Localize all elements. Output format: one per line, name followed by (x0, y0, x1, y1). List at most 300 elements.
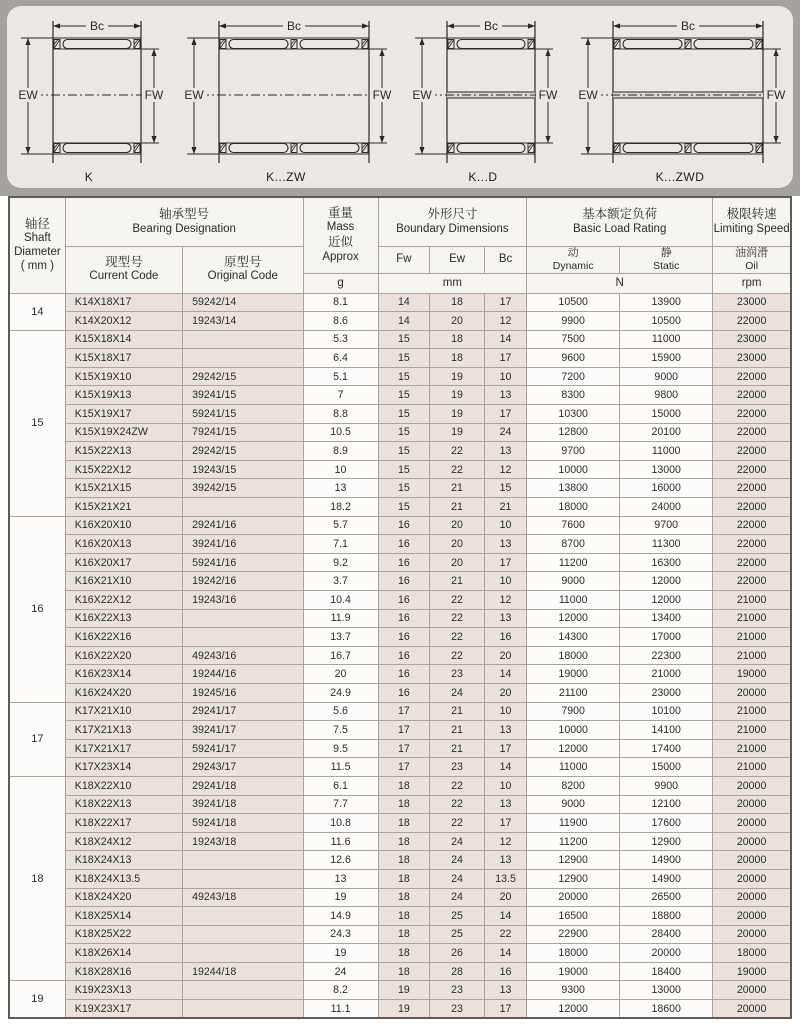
shaft-diameter-cell: 17 (9, 702, 65, 776)
cell-static-load: 15000 (620, 758, 713, 777)
cell-oil-speed: 21000 (713, 702, 791, 721)
cell-original-code: 29243/17 (183, 758, 303, 777)
cell-ew: 26 (430, 944, 485, 963)
cell-current-code: K18X24X13.5 (65, 869, 182, 888)
cell-fw: 17 (378, 721, 430, 740)
cell-fw: 14 (378, 312, 430, 331)
cell-oil-speed: 20000 (713, 907, 791, 926)
cell-ew: 23 (430, 758, 485, 777)
table-row (9, 330, 791, 349)
cell-static-load: 10100 (620, 702, 713, 721)
svg-text:Bc: Bc (89, 19, 105, 33)
cell-ew: 28 (430, 962, 485, 981)
cell-bc: 13 (484, 535, 526, 554)
cell-bc: 14 (484, 758, 526, 777)
header-unit-g: g (303, 273, 378, 293)
cell-dynamic-load: 10000 (527, 721, 620, 740)
cell-static-load: 13900 (620, 293, 713, 312)
cell-bc: 16 (484, 628, 526, 647)
cell-current-code: K14X18X17 (65, 293, 182, 312)
cell-original-code: 19243/18 (183, 832, 303, 851)
table-row (9, 646, 791, 665)
cell-original-code: 39241/17 (183, 721, 303, 740)
table-row (9, 349, 791, 368)
cell-fw: 16 (378, 553, 430, 572)
cell-dynamic-load: 20000 (527, 888, 620, 907)
cell-bc: 10 (484, 776, 526, 795)
cell-ew: 18 (430, 349, 485, 368)
svg-text:Bc: Bc (483, 19, 499, 33)
cell-current-code: K16X24X20 (65, 683, 182, 702)
cell-mass: 7 (303, 386, 378, 405)
cell-mass: 5.6 (303, 702, 378, 721)
table-row (9, 776, 791, 795)
cell-static-load: 13400 (620, 609, 713, 628)
header-static-en: Static (653, 259, 680, 272)
header-basic-load-rating (527, 197, 713, 246)
table-row (9, 442, 791, 461)
cell-fw: 18 (378, 869, 430, 888)
cell-oil-speed: 21000 (713, 609, 791, 628)
cell-oil-speed: 23000 (713, 349, 791, 368)
svg-text:FW: FW (766, 88, 786, 102)
cell-dynamic-load: 14300 (527, 628, 620, 647)
header-oil (713, 246, 791, 273)
cell-static-load: 13000 (620, 460, 713, 479)
table-row (9, 739, 791, 758)
cell-ew: 18 (430, 293, 485, 312)
cell-oil-speed: 20000 (713, 888, 791, 907)
cell-original-code (183, 925, 303, 944)
cell-ew: 24 (430, 869, 485, 888)
cell-bc: 16 (484, 962, 526, 981)
bearing-diagram-kzw (179, 14, 393, 186)
table-row (9, 665, 791, 684)
header-limiting-speed (713, 197, 791, 246)
cell-original-code: 19243/16 (183, 591, 303, 610)
cell-fw: 15 (378, 405, 430, 424)
cell-mass: 8.1 (303, 293, 378, 312)
cell-current-code: K17X21X13 (65, 721, 182, 740)
cell-bc: 20 (484, 683, 526, 702)
cell-oil-speed: 20000 (713, 814, 791, 833)
cell-dynamic-load: 12900 (527, 869, 620, 888)
cell-ew: 22 (430, 646, 485, 665)
cell-oil-speed: 20000 (713, 795, 791, 814)
cell-original-code: 19243/14 (183, 312, 303, 331)
cell-dynamic-load: 18000 (527, 944, 620, 963)
cell-bc: 22 (484, 925, 526, 944)
cell-original-code (183, 944, 303, 963)
cell-ew: 21 (430, 702, 485, 721)
cell-dynamic-load: 7600 (527, 516, 620, 535)
cell-static-load: 9800 (620, 386, 713, 405)
header-designation-en: Bearing Designation (132, 222, 236, 235)
cell-dynamic-load: 13800 (527, 479, 620, 498)
table-row (9, 498, 791, 517)
cell-mass: 11.1 (303, 1000, 378, 1019)
cell-static-load: 23000 (620, 683, 713, 702)
header-unit-n: N (527, 273, 713, 293)
cell-fw: 18 (378, 776, 430, 795)
cell-current-code: K16X22X16 (65, 628, 182, 647)
cell-mass: 9.5 (303, 739, 378, 758)
cell-original-code: 39242/15 (183, 479, 303, 498)
cell-dynamic-load: 19000 (527, 665, 620, 684)
cell-oil-speed: 20000 (713, 851, 791, 870)
cell-current-code: K17X23X14 (65, 758, 182, 777)
table-row (9, 535, 791, 554)
cell-original-code: 29242/15 (183, 367, 303, 386)
cell-current-code: K16X22X20 (65, 646, 182, 665)
cell-fw: 18 (378, 962, 430, 981)
cell-original-code: 59241/18 (183, 814, 303, 833)
cell-oil-speed: 22000 (713, 572, 791, 591)
diagram-type-label: K...ZWD (655, 170, 705, 184)
cell-mass: 7.7 (303, 795, 378, 814)
cell-oil-speed: 20000 (713, 869, 791, 888)
cell-fw: 19 (378, 1000, 430, 1019)
cell-original-code: 19245/16 (183, 683, 303, 702)
table-row (9, 795, 791, 814)
cell-dynamic-load: 22900 (527, 925, 620, 944)
cell-dynamic-load: 16500 (527, 907, 620, 926)
header-dynamic (527, 246, 620, 273)
cell-ew: 21 (430, 498, 485, 517)
cell-bc: 17 (484, 293, 526, 312)
cell-original-code: 29241/16 (183, 516, 303, 535)
cell-dynamic-load: 11000 (527, 758, 620, 777)
cell-original-code: 19243/15 (183, 460, 303, 479)
header-fw-label: Fw (396, 252, 412, 265)
bearing-cross-section (573, 14, 787, 174)
bearing-diagram-k (13, 14, 165, 186)
cell-mass: 19 (303, 888, 378, 907)
cell-bc: 17 (484, 739, 526, 758)
cell-fw: 16 (378, 628, 430, 647)
cell-oil-speed: 20000 (713, 832, 791, 851)
bearing-diagram-kzwd (573, 14, 787, 186)
cell-original-code (183, 869, 303, 888)
cell-oil-speed: 22000 (713, 442, 791, 461)
header-mass-en1: Mass (326, 221, 355, 234)
cell-ew: 20 (430, 516, 485, 535)
cell-fw: 18 (378, 925, 430, 944)
cell-original-code: 59241/15 (183, 405, 303, 424)
cell-original-code (183, 349, 303, 368)
cell-current-code: K18X28X16 (65, 962, 182, 981)
diagram-type-label: K (84, 170, 94, 184)
cell-fw: 16 (378, 535, 430, 554)
cell-fw: 16 (378, 609, 430, 628)
cell-current-code: K16X21X10 (65, 572, 182, 591)
svg-text:EW: EW (578, 88, 598, 102)
cell-current-code: K19X23X17 (65, 1000, 182, 1019)
cell-ew: 22 (430, 795, 485, 814)
cell-current-code: K18X22X10 (65, 776, 182, 795)
table-header (9, 197, 791, 293)
header-current-zh: 现型号 (105, 254, 143, 269)
cell-static-load: 9900 (620, 776, 713, 795)
cell-dynamic-load: 12800 (527, 423, 620, 442)
cell-dynamic-load: 10300 (527, 405, 620, 424)
cell-oil-speed: 20000 (713, 925, 791, 944)
cell-oil-speed: 22000 (713, 516, 791, 535)
bearing-cross-section (179, 14, 393, 174)
cell-current-code: K15X21X21 (65, 498, 182, 517)
cell-bc: 13 (484, 721, 526, 740)
cell-dynamic-load: 21100 (527, 683, 620, 702)
cell-ew: 25 (430, 907, 485, 926)
table-row (9, 405, 791, 424)
cell-fw: 15 (378, 479, 430, 498)
cell-original-code (183, 907, 303, 926)
cell-bc: 20 (484, 646, 526, 665)
header-original-zh: 原型号 (224, 254, 262, 269)
cell-ew: 22 (430, 628, 485, 647)
cell-current-code: K18X24X12 (65, 832, 182, 851)
cell-mass: 5.7 (303, 516, 378, 535)
cell-original-code (183, 628, 303, 647)
header-ew (430, 246, 485, 273)
cell-original-code: 29241/17 (183, 702, 303, 721)
cell-ew: 22 (430, 814, 485, 833)
cell-mass: 19 (303, 944, 378, 963)
header-speed-en: Limiting Speed (713, 222, 790, 235)
cell-current-code: K15X18X17 (65, 349, 182, 368)
cell-current-code: K15X22X13 (65, 442, 182, 461)
shaft-diameter-cell: 14 (9, 293, 65, 330)
bearing-diagrams-panel (7, 6, 793, 188)
cell-oil-speed: 21000 (713, 739, 791, 758)
cell-current-code: K15X19X13 (65, 386, 182, 405)
cell-bc: 17 (484, 405, 526, 424)
table-row (9, 925, 791, 944)
table-row (9, 907, 791, 926)
cell-dynamic-load: 11200 (527, 553, 620, 572)
cell-ew: 25 (430, 925, 485, 944)
cell-mass: 11.9 (303, 609, 378, 628)
cell-current-code: K18X25X14 (65, 907, 182, 926)
cell-dynamic-load: 9600 (527, 349, 620, 368)
cell-mass: 10.4 (303, 591, 378, 610)
cell-oil-speed: 21000 (713, 591, 791, 610)
cell-oil-speed: 18000 (713, 944, 791, 963)
cell-mass: 9.2 (303, 553, 378, 572)
svg-text:FW: FW (372, 88, 392, 102)
cell-original-code: 79241/15 (183, 423, 303, 442)
cell-current-code: K16X22X13 (65, 609, 182, 628)
cell-mass: 13.7 (303, 628, 378, 647)
cell-ew: 21 (430, 572, 485, 591)
header-fw (378, 246, 430, 273)
cell-fw: 15 (378, 498, 430, 517)
header-static (620, 246, 713, 273)
cell-original-code (183, 851, 303, 870)
bearing-cross-section (13, 14, 165, 174)
cell-fw: 15 (378, 349, 430, 368)
cell-dynamic-load: 12900 (527, 851, 620, 870)
cell-bc: 17 (484, 814, 526, 833)
cell-current-code: K16X20X10 (65, 516, 182, 535)
header-unit-rpm: rpm (713, 273, 791, 293)
cell-oil-speed: 19000 (713, 665, 791, 684)
cell-mass: 12.6 (303, 851, 378, 870)
cell-current-code: K18X22X13 (65, 795, 182, 814)
cell-mass: 14.9 (303, 907, 378, 926)
cell-mass: 10 (303, 460, 378, 479)
cell-dynamic-load: 11000 (527, 591, 620, 610)
cell-mass: 5.3 (303, 330, 378, 349)
cell-oil-speed: 22000 (713, 405, 791, 424)
cell-mass: 24 (303, 962, 378, 981)
diagram-band (0, 0, 800, 196)
header-dynamic-zh: 动 (567, 247, 579, 260)
table-row (9, 721, 791, 740)
cell-oil-speed: 22000 (713, 386, 791, 405)
header-shaft-diameter (9, 197, 65, 293)
cell-ew: 20 (430, 553, 485, 572)
cell-current-code: K18X24X13 (65, 851, 182, 870)
cell-mass: 11.6 (303, 832, 378, 851)
cell-mass: 3.7 (303, 572, 378, 591)
table-row (9, 962, 791, 981)
cell-static-load: 17600 (620, 814, 713, 833)
cell-oil-speed: 20000 (713, 683, 791, 702)
cell-ew: 19 (430, 386, 485, 405)
cell-fw: 16 (378, 683, 430, 702)
cell-dynamic-load: 9900 (527, 312, 620, 331)
cell-static-load: 12100 (620, 795, 713, 814)
cell-fw: 16 (378, 646, 430, 665)
table-row (9, 609, 791, 628)
header-speed-zh: 极限转速 (726, 207, 777, 222)
cell-ew: 19 (430, 423, 485, 442)
cell-fw: 18 (378, 851, 430, 870)
cell-fw: 18 (378, 944, 430, 963)
cell-fw: 19 (378, 981, 430, 1000)
cell-oil-speed: 22000 (713, 423, 791, 442)
cell-mass: 7.1 (303, 535, 378, 554)
header-shaft-en1: Shaft (23, 232, 51, 245)
cell-fw: 15 (378, 330, 430, 349)
cell-mass: 7.5 (303, 721, 378, 740)
cell-bc: 10 (484, 367, 526, 386)
cell-fw: 17 (378, 758, 430, 777)
cell-bc: 17 (484, 1000, 526, 1019)
cell-ew: 22 (430, 776, 485, 795)
cell-fw: 14 (378, 293, 430, 312)
cell-bc: 13 (484, 851, 526, 870)
table-row (9, 758, 791, 777)
header-shaft-zh: 轴径 (24, 216, 50, 231)
cell-fw: 17 (378, 739, 430, 758)
header-load-en: Basic Load Rating (573, 222, 667, 235)
table-row (9, 312, 791, 331)
table-row (9, 628, 791, 647)
cell-mass: 6.4 (303, 349, 378, 368)
table-row (9, 386, 791, 405)
cell-oil-speed: 20000 (713, 1000, 791, 1019)
cell-ew: 21 (430, 479, 485, 498)
cell-static-load: 11300 (620, 535, 713, 554)
cell-current-code: K18X22X17 (65, 814, 182, 833)
cell-dynamic-load: 11200 (527, 832, 620, 851)
cell-fw: 15 (378, 386, 430, 405)
cell-original-code (183, 981, 303, 1000)
cell-dynamic-load: 7900 (527, 702, 620, 721)
cell-original-code: 19244/16 (183, 665, 303, 684)
cell-static-load: 9000 (620, 367, 713, 386)
cell-ew: 23 (430, 1000, 485, 1019)
cell-static-load: 18400 (620, 962, 713, 981)
cell-static-load: 10500 (620, 312, 713, 331)
cell-ew: 22 (430, 591, 485, 610)
cell-dynamic-load: 9300 (527, 981, 620, 1000)
cell-current-code: K15X22X12 (65, 460, 182, 479)
cell-bc: 17 (484, 349, 526, 368)
cell-fw: 18 (378, 907, 430, 926)
cell-ew: 20 (430, 312, 485, 331)
svg-text:EW: EW (412, 88, 432, 102)
cell-fw: 15 (378, 367, 430, 386)
cell-fw: 16 (378, 665, 430, 684)
cell-current-code: K14X20X12 (65, 312, 182, 331)
cell-dynamic-load: 7500 (527, 330, 620, 349)
cell-bc: 14 (484, 665, 526, 684)
cell-original-code: 39241/15 (183, 386, 303, 405)
cell-mass: 5.1 (303, 367, 378, 386)
cell-static-load: 11000 (620, 442, 713, 461)
bearing-diagram-kd (407, 14, 559, 186)
header-original-en: Original Code (207, 270, 278, 283)
cell-bc: 20 (484, 888, 526, 907)
cell-dynamic-load: 10500 (527, 293, 620, 312)
cell-static-load: 14900 (620, 869, 713, 888)
spec-table-wrap (0, 196, 800, 1019)
cell-static-load: 20000 (620, 944, 713, 963)
cell-bc: 13 (484, 442, 526, 461)
cell-dynamic-load: 12000 (527, 1000, 620, 1019)
table-row (9, 460, 791, 479)
cell-mass: 24.9 (303, 683, 378, 702)
header-designation-zh: 轴承型号 (159, 207, 210, 222)
cell-static-load: 22300 (620, 646, 713, 665)
cell-mass: 20 (303, 665, 378, 684)
cell-bc: 17 (484, 553, 526, 572)
cell-dynamic-load: 11900 (527, 814, 620, 833)
cell-mass: 8.6 (303, 312, 378, 331)
cell-static-load: 24000 (620, 498, 713, 517)
shaft-diameter-cell: 18 (9, 776, 65, 981)
header-bc (484, 246, 526, 273)
header-mass-zh1: 重量 (328, 205, 354, 220)
cell-current-code: K17X21X10 (65, 702, 182, 721)
cell-dynamic-load: 12000 (527, 739, 620, 758)
cell-mass: 8.8 (303, 405, 378, 424)
cell-static-load: 14900 (620, 851, 713, 870)
cell-static-load: 12900 (620, 832, 713, 851)
cell-oil-speed: 22000 (713, 553, 791, 572)
cell-fw: 15 (378, 442, 430, 461)
cell-original-code: 29241/18 (183, 776, 303, 795)
cell-current-code: K17X21X17 (65, 739, 182, 758)
header-oil-en: Oil (745, 259, 759, 272)
svg-text:FW: FW (538, 88, 558, 102)
cell-oil-speed: 20000 (713, 776, 791, 795)
cell-dynamic-load: 18000 (527, 646, 620, 665)
cell-static-load: 11000 (620, 330, 713, 349)
